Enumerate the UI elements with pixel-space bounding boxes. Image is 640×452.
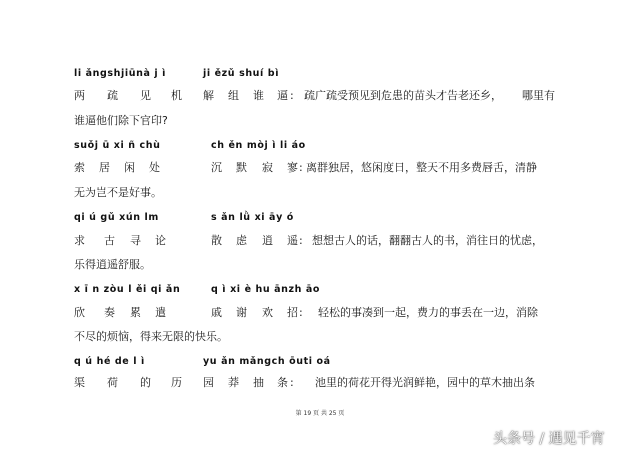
entry-1-pinyin-left: li ǎngshjiūnà j ì: [74, 68, 166, 79]
entry-5-char: 历: [171, 376, 182, 389]
entry-1-char: 见: [140, 89, 151, 102]
entry-4-char: 遣: [155, 306, 166, 319]
entry-4-char: 奏: [104, 306, 115, 319]
entry-5-char: 渠: [74, 376, 85, 389]
entry-3-pinyin-right: s ǎn lǜ xi āy ó: [211, 212, 294, 223]
entry-2-term-char: 寥: [287, 161, 298, 174]
entry-2-char: 闲: [124, 161, 135, 174]
entry-2-char: 处: [149, 161, 160, 174]
entry-3-term-char: 散: [211, 234, 222, 247]
entry-2-term-char: 寂: [262, 161, 273, 174]
entry-1-description: 疏广疏受预见到危患的苗头才告老还乡，: [304, 89, 502, 102]
page-footer: 第 19 页 共 25 页: [295, 410, 345, 417]
entry-5-term-char: 莽: [228, 376, 239, 389]
entry-2-pinyin-right: ch ěn mòj ì li áo: [211, 140, 306, 151]
entry-2-term-char: 默: [236, 161, 247, 174]
entry-2-description-cont: 无为岂不是好事。: [74, 186, 162, 199]
document-page: li ǎngshjiūnà j ì ji ězǔ shuí bì 两 疏 见 机 解 组 谁 逼 : 疏广疏受预见到危患的苗头才告老还乡， 哪里有 谁逼他们除下官印? suǒj ū xi ñ chù ch ěn mòj ì li áo 索 居 闲 处 沉 默 寂 寥 : 离群独居，悠闲度日，整天不用多费唇舌，清静 无为岂不是好事。 qi ú gǔ xún lm s ǎn lǜ xi āy ó 求 古 寻 论 散 虑 逍 遥 : 想想古人的话，翻翻古人的书，消往日的忧虑， 乐得逍遥舒服。 x ī n zòu l ěi qi ǎn q ì xi è hu ānzh āo 欣 奏 累 遣 戚 谢 欢 招 : 轻松的事凑到一起，费力的事丢在一边，消除 不尽的烦恼，得来无限的快乐。 q ú hé de l ì yu ǎn mǎngch ōuti oá 渠 荷 的 历 园 莽 抽 条 : 池里的荷花开得光润鲜艳，园中的草木抽出条 第 19 页 共 25 页 头条号 / 遇见千宵: [0, 0, 640, 452]
entry-5-term-char: 园: [203, 376, 214, 389]
entry-1-char: 机: [171, 89, 182, 102]
entry-3-term-char: 遥: [287, 234, 298, 247]
entry-1-term-char: 逼: [277, 89, 288, 102]
entry-5-pinyin-left: q ú hé de l ì: [74, 356, 145, 367]
entry-4-term-char: 谢: [236, 306, 247, 319]
entry-1-term-char: 解: [203, 89, 214, 102]
entry-1-char: 疏: [107, 89, 118, 102]
entry-4-description-cont: 不尽的烦恼，得来无限的快乐。: [74, 330, 228, 343]
entry-5-char: 荷: [107, 376, 118, 389]
entry-3-char: 寻: [130, 234, 141, 247]
entry-1-description-cont: 谁逼他们除下官印?: [74, 114, 168, 127]
entry-3-description-cont: 乐得逍遥舒服。: [74, 258, 151, 271]
entry-3-char: 论: [155, 234, 166, 247]
entry-5-term-char: 条: [277, 376, 288, 389]
entry-4-term-char: 招: [287, 306, 298, 319]
entry-2-char: 索: [74, 161, 85, 174]
entry-1-term-char: 组: [228, 89, 239, 102]
entry-2-term-char: 沉: [211, 161, 222, 174]
entry-5-pinyin-right: yu ǎn mǎngch ōuti oá: [203, 356, 331, 367]
entry-1-char: 两: [74, 89, 85, 102]
entry-1-description-tail: 哪里有: [522, 89, 555, 102]
entry-2-pinyin-left: suǒj ū xi ñ chù: [74, 140, 161, 151]
entry-5-char: 的: [140, 376, 151, 389]
entry-4-term-char: 戚: [211, 306, 222, 319]
entry-3-pinyin-left: qi ú gǔ xún lm: [74, 212, 159, 223]
entry-3-term-char: 虑: [236, 234, 247, 247]
entry-4-char: 欣: [74, 306, 85, 319]
entry-3-char: 求: [74, 234, 85, 247]
entry-4-description: 轻松的事凑到一起，费力的事丢在一边，消除: [318, 306, 538, 319]
entry-5-description: 池里的荷花开得光润鲜艳，园中的草木抽出条: [315, 376, 535, 389]
entry-1-term-char: 谁: [253, 89, 264, 102]
entry-4-pinyin-right: q ì xi è hu ānzh āo: [211, 284, 321, 295]
entry-4-term-char: 欢: [262, 306, 273, 319]
entry-1-pinyin-right: ji ězǔ shuí bì: [203, 68, 280, 79]
entry-4-pinyin-left: x ī n zòu l ěi qi ǎn: [74, 284, 181, 295]
entry-2-char: 居: [99, 161, 110, 174]
entry-3-char: 古: [104, 234, 115, 247]
entry-3-term-char: 逍: [262, 234, 273, 247]
entry-4-char: 累: [130, 306, 141, 319]
watermark: 头条号 / 遇见千宵: [493, 431, 605, 447]
entry-2-description: 离群独居，悠闲度日，整天不用多费唇舌，清静: [306, 161, 537, 174]
entry-3-description: 想想古人的话，翻翻古人的书，消往日的忧虑，: [312, 234, 543, 247]
entry-5-term-char: 抽: [253, 376, 264, 389]
